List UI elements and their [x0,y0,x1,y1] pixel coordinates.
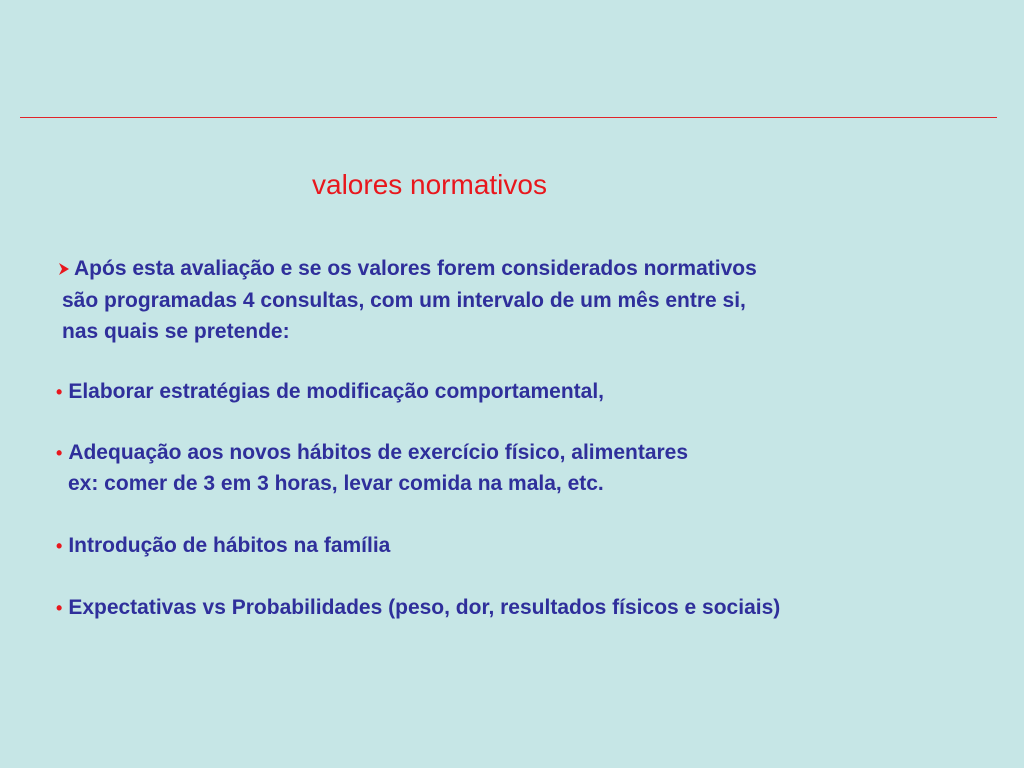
list-item-text: Expectativas vs Probabilidades (peso, dor, resultados físicos e sociais) [68,596,781,619]
top-divider-line [20,117,997,118]
list-item-text: Elaborar estratégias de modificação comportamental, [68,380,604,403]
list-item [56,437,688,469]
arrow-right-icon [56,254,72,285]
bullet-dot-icon: • [56,382,63,402]
slide-title: valores normativos [312,169,547,200]
intro-text-line-2: são programadas 4 consultas, com um intervalo de um mês entre si, [62,289,746,312]
list-item-continuation: ex: comer de 3 em 3 horas, levar comida na mala, etc. [68,472,604,495]
bullet-dot-icon: • [56,598,63,618]
bullet-dot-icon: • [56,536,63,556]
intro-text-line-3: nas quais se pretende: [62,320,290,343]
list-item-text: Introdução de hábitos na família [68,534,391,557]
list-item [56,530,390,562]
bullet-dot-icon: • [56,443,63,463]
intro-line-1 [56,253,757,285]
list-item [56,592,780,624]
intro-text-line-1: Após esta avaliação e se os valores forem considerados normativos [74,257,757,280]
list-item-text: Adequação aos novos hábitos de exercício físico, alimentares [68,441,689,464]
list-item [56,376,604,408]
